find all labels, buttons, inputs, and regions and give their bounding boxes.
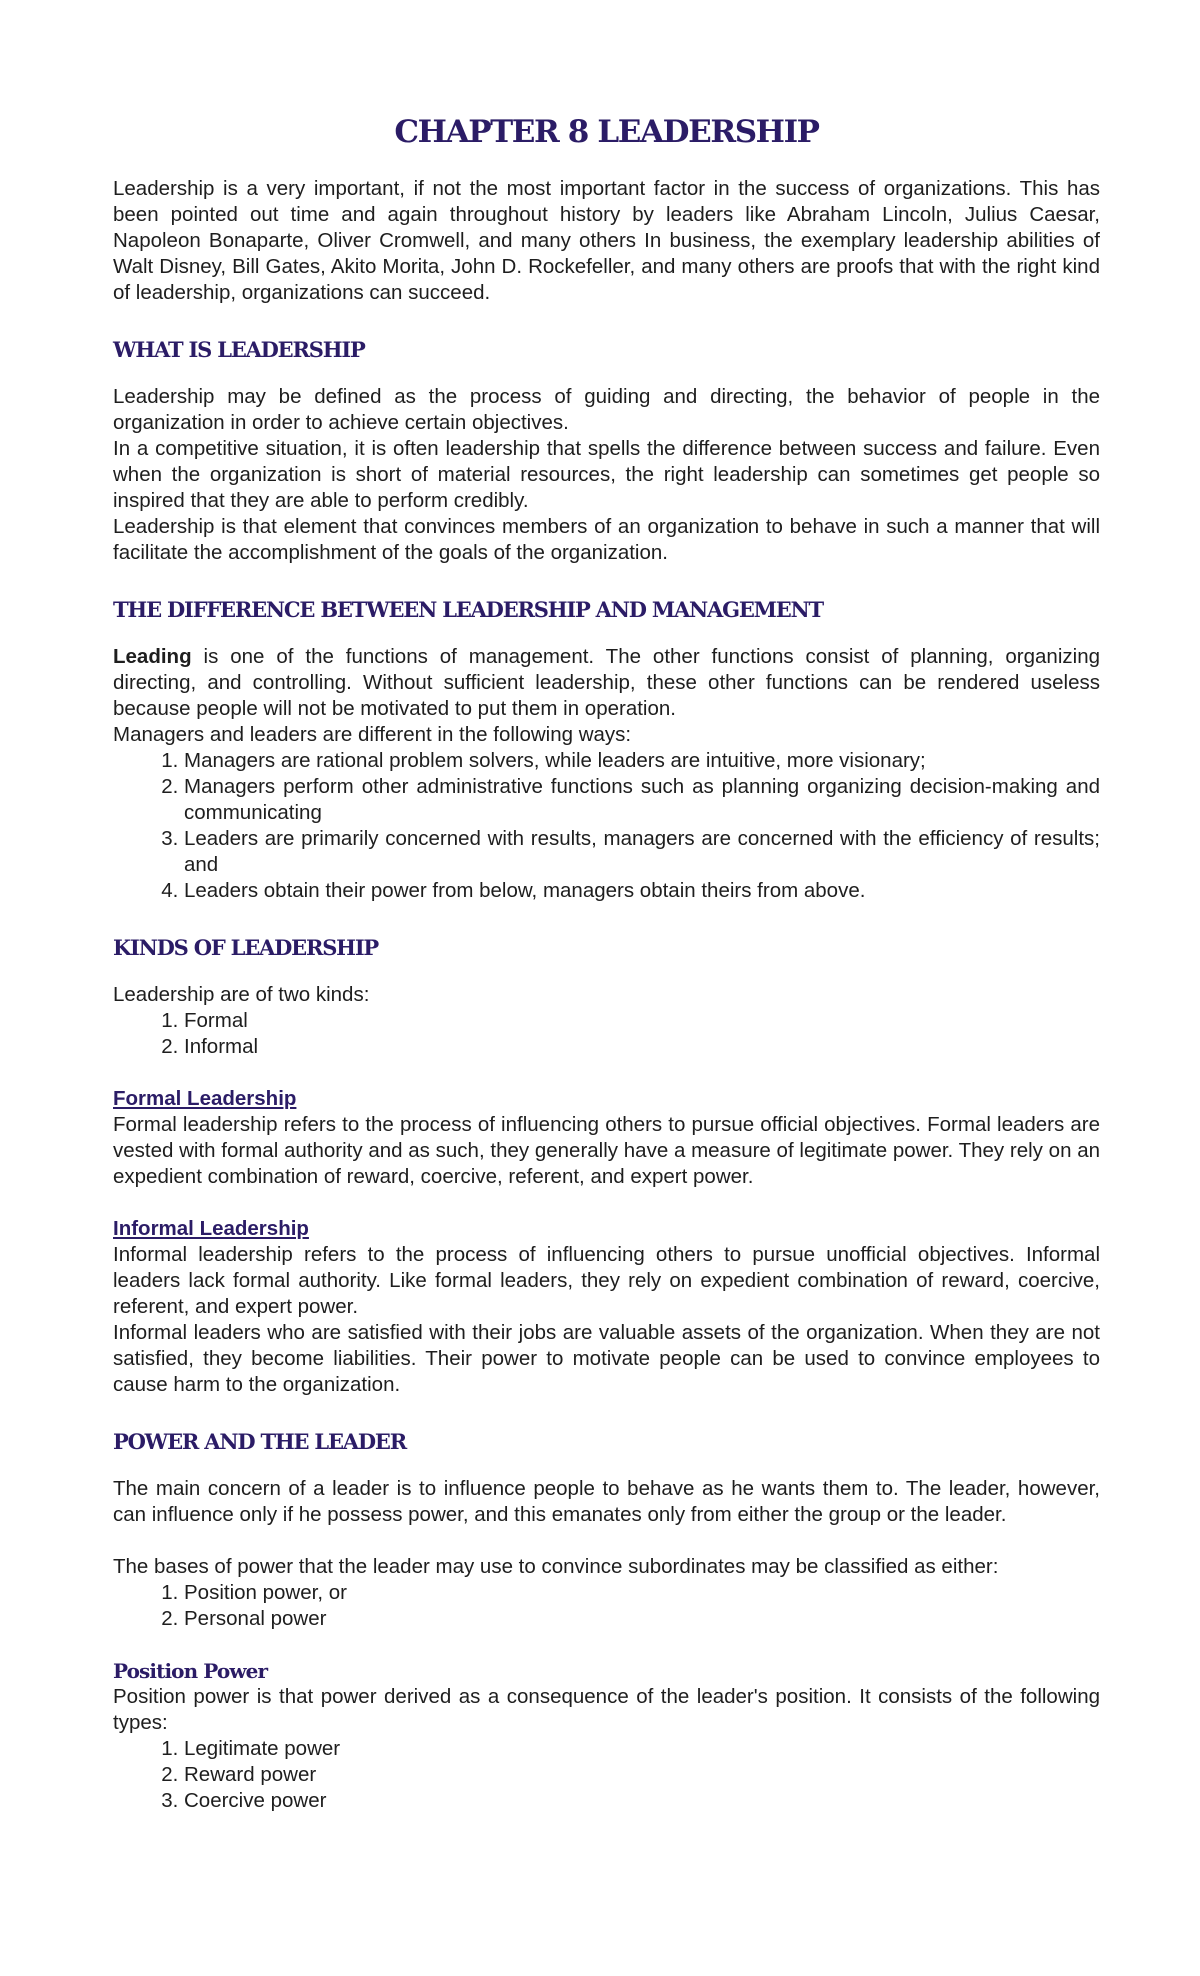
power-paragraph-2: The bases of power that the leader may use to convince subordinates may be classified as either: bbox=[113, 1555, 999, 1578]
heading-difference: THE DIFFERENCE BETWEEN LEADERSHIP AND MANAGEMENT bbox=[113, 597, 823, 622]
difference-paragraph-2: Managers and leaders are different in the following ways: bbox=[113, 723, 632, 746]
formal-paragraph: Formal leadership refers to the process of influencing others to pursue official objectives. Formal leaders are vested with formal authority and as such, they generally have a measure of legitimate power. They rely on an expedient combination of reward, coercive, referent, and expert power. bbox=[113, 1113, 1100, 1188]
list-item: 2. Informal bbox=[184, 1034, 1100, 1060]
heading-kinds-of-leadership: KINDS OF LEADERSHIP bbox=[113, 935, 379, 960]
power-paragraph-1: The main concern of a leader is to influence people to behave as he wants them to. The leader, however, can influence only if he possess power, and this emanates only from either the group or the leader. bbox=[113, 1477, 1100, 1526]
chapter-title: CHAPTER 8 LEADERSHIP bbox=[394, 114, 819, 150]
list-item: 3. Leaders are primarily concerned with results, managers are concerned with the efficiency of results; and bbox=[184, 826, 1100, 878]
kinds-intro: Leadership are of two kinds: bbox=[113, 983, 370, 1006]
power-list bbox=[113, 1580, 1100, 1632]
subheading-informal-leadership: Informal Leadership bbox=[113, 1217, 309, 1240]
list-item: 1. Formal bbox=[184, 1008, 1100, 1034]
list-item: 1. Legitimate power bbox=[184, 1736, 1100, 1762]
leading-term: Leading bbox=[113, 645, 192, 668]
difference-list bbox=[113, 748, 1100, 904]
intro-paragraph: Leadership is a very important, if not the most important factor in the success of organizations. This has been pointed out time and again throughout history by leaders like Abraham Lincoln, Julius Caesar, Napoleon Bonaparte, Oliver Cromwell, and many others In business, the exemplary leadership abilities of Walt Disney, Bill Gates, Akito Morita, John D. Rockefeller, and many others are proofs that with the right kind of leadership, organizations can succeed. bbox=[113, 177, 1100, 304]
list-item: 2. Managers perform other administrative functions such as planning organizing decision-making and communicating bbox=[184, 774, 1100, 826]
heading-what-is-leadership: WHAT IS LEADERSHIP bbox=[113, 337, 365, 362]
paragraph-gap bbox=[113, 1528, 1100, 1554]
heading-power-and-the-leader: POWER AND THE LEADER bbox=[113, 1429, 406, 1454]
kinds-list bbox=[113, 1008, 1100, 1060]
difference-paragraph-1 bbox=[113, 644, 1100, 722]
position-list bbox=[113, 1736, 1100, 1814]
list-item: 1. Managers are rational problem solvers, while leaders are intuitive, more visionary; bbox=[184, 748, 1100, 774]
what-paragraph-1: Leadership may be defined as the process of guiding and directing, the behavior of people in the organization in order to achieve certain objectives. bbox=[113, 385, 1100, 434]
list-item: 2. Reward power bbox=[184, 1762, 1100, 1788]
list-item: 2. Personal power bbox=[184, 1606, 1100, 1632]
list-item: 1. Position power, or bbox=[184, 1580, 1100, 1606]
what-paragraph-3: Leadership is that element that convinces members of an organization to behave in such a manner that will facilitate the accomplishment of the goals of the organization. bbox=[113, 515, 1100, 564]
what-paragraph-2: In a competitive situation, it is often leadership that spells the difference between success and failure. Even when the organization is short of material resources, the right leadership can sometimes get people so inspired that they are able to perform credibly. bbox=[113, 437, 1100, 512]
heading-position-power: Position Power bbox=[113, 1659, 268, 1683]
position-paragraph: Position power is that power derived as a consequence of the leader's position. It consists of the following types: bbox=[113, 1685, 1100, 1734]
informal-paragraph-1: Informal leadership refers to the process of influencing others to pursue unofficial objectives. Informal leaders lack formal authority. Like formal leaders, they rely on expedient combination of reward, coercive, referent, and expert power. bbox=[113, 1243, 1100, 1318]
difference-paragraph-1-text: is one of the functions of management. The other functions consist of planning, organizing directing, and controlling. Without sufficient leadership, these other functions can be rendered useless because people will not be motivated to put them in operation. bbox=[113, 645, 1100, 720]
list-item: 3. Coercive power bbox=[184, 1788, 1100, 1814]
informal-paragraph-2: Informal leaders who are satisfied with their jobs are valuable assets of the organization. When they are not satisfied, they become liabilities. Their power to motivate people can be used to convince employees to cause harm to the organization. bbox=[113, 1321, 1100, 1396]
list-item: 4. Leaders obtain their power from below, managers obtain theirs from above. bbox=[184, 878, 1100, 904]
subheading-formal-leadership: Formal Leadership bbox=[113, 1087, 297, 1110]
document-page bbox=[113, 108, 1100, 1814]
